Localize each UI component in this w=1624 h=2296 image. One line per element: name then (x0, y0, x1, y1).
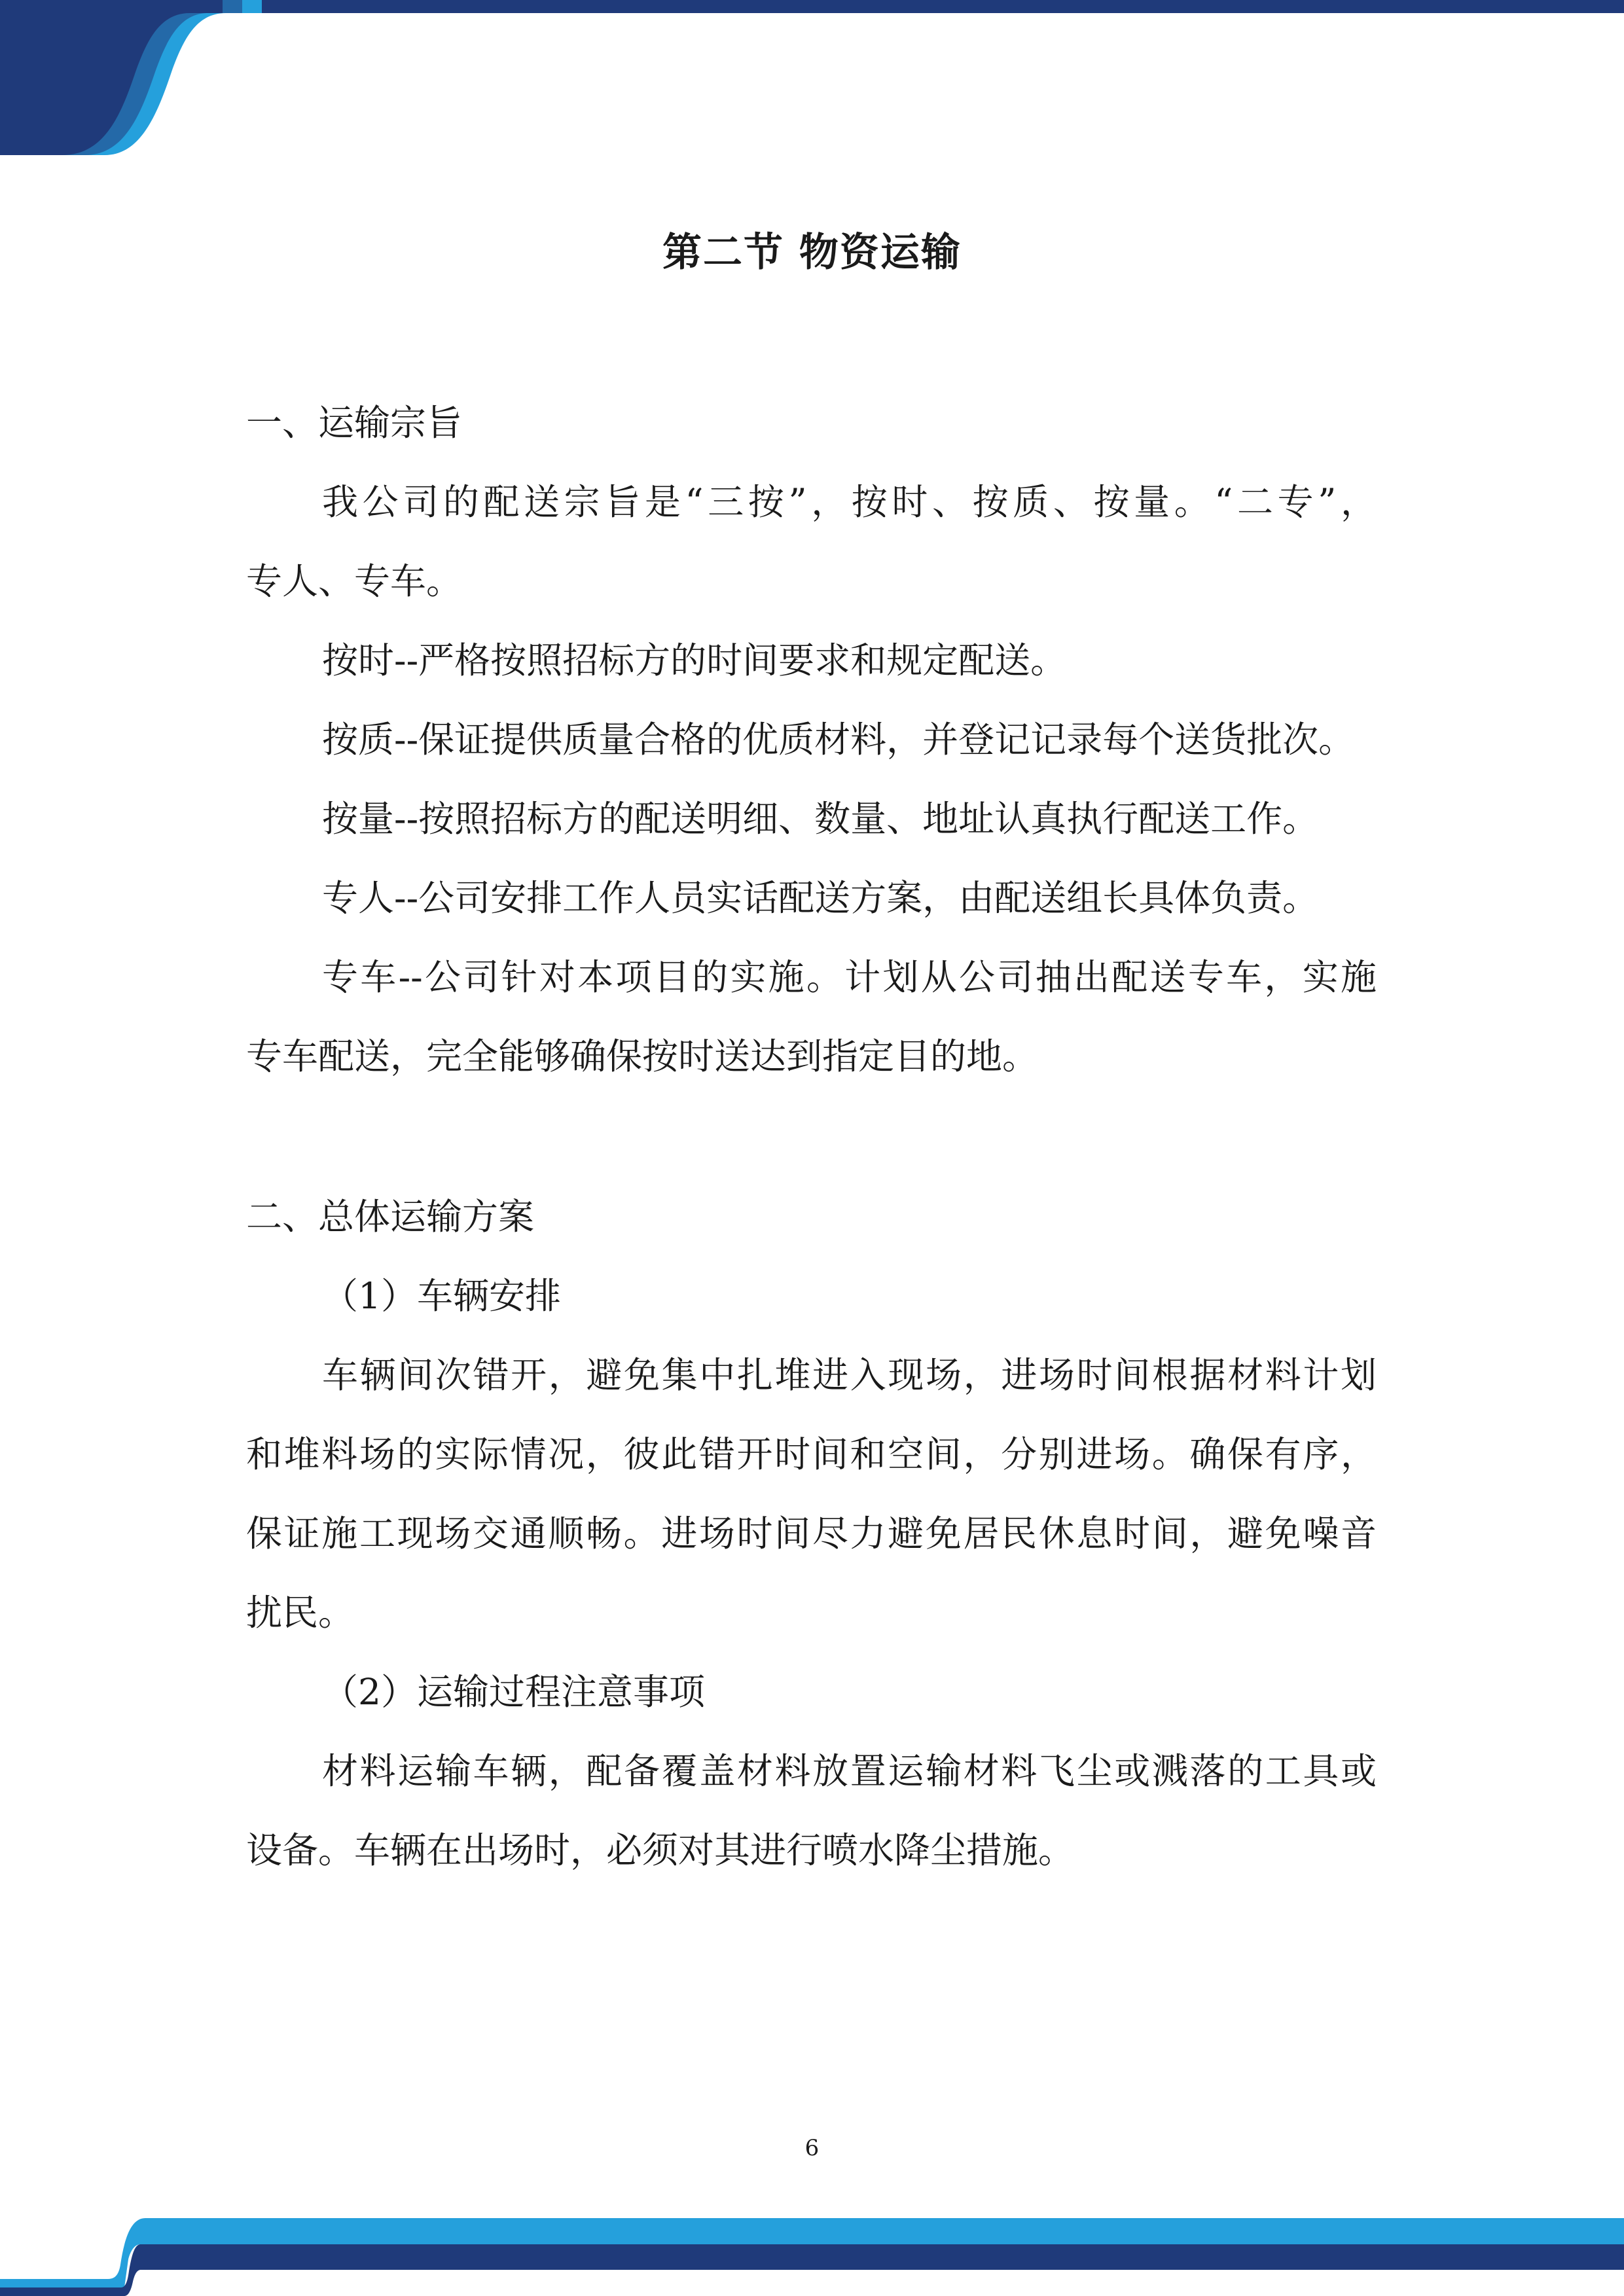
section2-heading: 二、总体运输方案 (246, 1196, 535, 1238)
paragraph-line: 保证施工现场交通顺畅。进场时间尽力避免居民休息时间，避免噪音 (246, 1513, 1377, 1554)
section2 (246, 1177, 1377, 1890)
subheading-transport-notes: （2）运输过程注意事项 (322, 1671, 705, 1713)
paragraph-line: 车辆间次错开，避免集中扎堆进入现场，进场时间根据材料计划 (322, 1354, 1377, 1396)
paragraph-line: 按时--严格按照招标方的时间要求和规定配送。 (322, 639, 1067, 681)
paragraph-line: 我公司的配送宗旨是“三按”，按时、按质、按量。“二专”， (322, 481, 1377, 523)
section-title: 第二节 物资运输 (662, 230, 962, 276)
paragraph-line: 扰民。 (246, 1592, 355, 1634)
section1-heading: 一、运输宗旨 (246, 402, 463, 444)
paragraph-line: 专车配送，完全能够确保按时送达到指定目的地。 (246, 1035, 1039, 1077)
paragraph-line: 专人--公司安排工作人员实话配送方案，由配送组长具体负责。 (322, 877, 1319, 919)
paragraph-line: 专车--公司针对本项目的实施。计划从公司抽出配送专车，实施 (322, 956, 1377, 998)
header-wave (0, 0, 1624, 155)
page-number: 6 (804, 2135, 820, 2161)
paragraph-line: 按质--保证提供质量合格的优质材料，并登记记录每个送货批次。 (322, 719, 1355, 761)
paragraph-line: 按量--按照招标方的配送明细、数量、地址认真执行配送工作。 (322, 798, 1319, 840)
paragraph-line: 设备。车辆在出场时，必须对其进行喷水降尘措施。 (246, 1829, 1075, 1871)
footer-wave (0, 2218, 1624, 2296)
section1 (246, 384, 1377, 1096)
subheading-vehicle-arrangement: （1）车辆安排 (322, 1275, 561, 1317)
paragraph-line: 材料运输车辆，配备覆盖材料放置运输材料飞尘或溅落的工具或 (322, 1750, 1377, 1792)
paragraph-line: 专人、专车。 (246, 560, 463, 602)
paragraph-line: 和堆料场的实际情况，彼此错开时间和空间，分别进场。确保有序， (246, 1433, 1377, 1475)
